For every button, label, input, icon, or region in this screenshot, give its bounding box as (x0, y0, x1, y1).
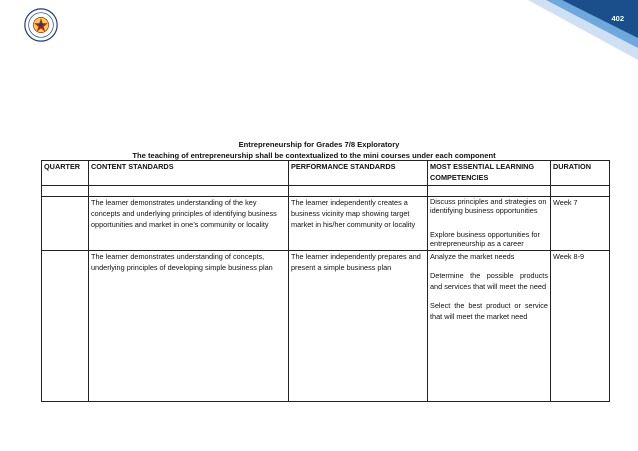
duration-cell: Week 7 (551, 196, 610, 250)
quarter-cell (42, 250, 89, 401)
table-row (42, 196, 610, 250)
competency-item: Select the best product or service that will meet the market need (430, 300, 548, 321)
document-title: Entrepreneurship for Grades 7/8 Exploratory (238, 140, 400, 149)
header-performance-standards: PERFORMANCE STANDARDS (289, 161, 428, 186)
page-number: 402 (611, 14, 624, 23)
document-subtitle: The teaching of entrepreneurship shall be contextualized to the mini courses under each component (132, 151, 496, 160)
table-row (42, 250, 610, 401)
competency-item: Explore business opportunities for entrepreneurship as a career (430, 230, 540, 249)
header-duration: DURATION (551, 161, 610, 186)
header-competencies: MOST ESSENTIAL LEARNING COMPETENCIES (428, 161, 551, 186)
content-standard-cell: The learner demonstrates understanding of concepts, underlying principles of developing simple business plan (89, 250, 289, 401)
content-standard-cell: The learner demonstrates understanding of the key concepts and underlying principles of identifying business opportunities and market in one’s community or locality (89, 196, 289, 250)
competency-item: Analyze the market needs (430, 251, 515, 261)
performance-standard-cell: The learner independently creates a business vicinity map showing target market in his/her community or locality (289, 196, 428, 250)
header-content-standards: CONTENT STANDARDS (89, 161, 289, 186)
duration-cell: Week 8-9 (551, 250, 610, 401)
competency-item: Determine the possible products and services that will meet the need (430, 270, 548, 291)
competency-item: Discuss principles and strategies on identifying business opportunities (430, 196, 547, 215)
curriculum-table (41, 160, 610, 402)
table-header-row (42, 161, 610, 186)
empty-row (42, 185, 610, 196)
header-quarter: QUARTER (42, 161, 89, 186)
performance-standard-cell: The learner independently prepares and present a simple business plan (289, 250, 428, 401)
deped-seal-logo (24, 8, 58, 42)
quarter-cell (42, 196, 89, 250)
page-banner (528, 0, 638, 60)
competencies-cell (428, 196, 551, 250)
competencies-cell (428, 250, 551, 401)
